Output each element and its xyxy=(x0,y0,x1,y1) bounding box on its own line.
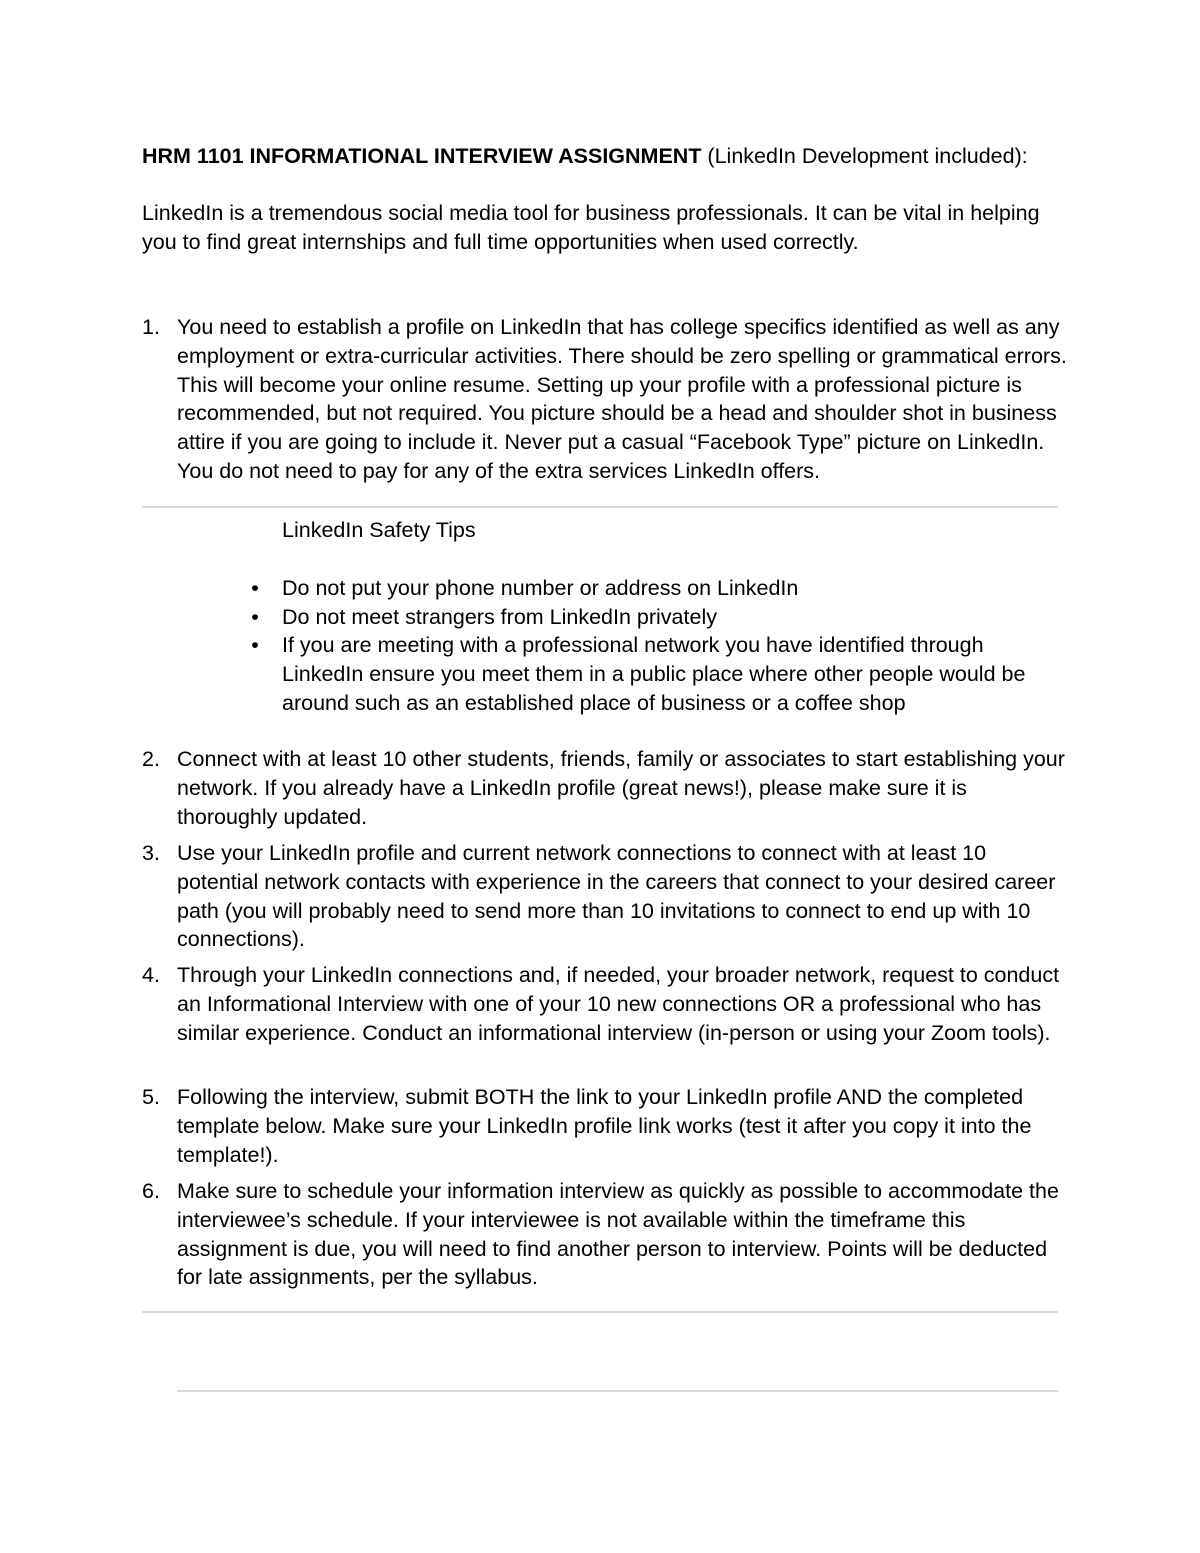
title-bold: HRM 1101 INFORMATIONAL INTERVIEW ASSIGNMENT xyxy=(142,144,702,168)
divider xyxy=(142,506,1058,508)
list-item-6 xyxy=(142,1177,1072,1292)
bullet-icon: • xyxy=(251,575,259,600)
bullet-item xyxy=(248,631,1068,717)
list-item-number: 5. xyxy=(142,1085,160,1109)
title-normal: (LinkedIn Development included): xyxy=(701,144,1028,168)
list-item-number: 1. xyxy=(142,315,160,339)
list-item-2 xyxy=(142,745,1072,831)
list-item-text: Connect with at least 10 other students, friends, family or associates to start establishing your network. If you already have a LinkedIn profile (great news!), please make sure it is thoroughly updated. xyxy=(177,747,1065,829)
list-item-text: Through your LinkedIn connections and, if needed, your broader network, request to conduct an Informational Interview with one of your 10 new connections OR a professional who has similar experience. Conduct an informational interview (in-person or using your Zoom tools). xyxy=(177,963,1060,1045)
safety-tips-section xyxy=(248,516,1068,718)
list-item-3 xyxy=(142,839,1072,954)
list-item-number: 3. xyxy=(142,841,160,865)
list-item-1 xyxy=(142,313,1072,486)
list-item-text: You need to establish a profile on LinkedIn that has college specifics identified as well as any employment or extra-curricular activities. There should be zero spelling or grammatical errors. This will become your online resume. Setting up your profile with a professional picture is recommended, but not required. You picture should be a head and shoulder shot in business attire if you are going to include it. Never put a casual “Facebook Type” picture on LinkedIn. You do not need to pay for any of the extra services LinkedIn offers. xyxy=(177,315,1067,483)
list-item-text: Following the interview, submit BOTH the link to your LinkedIn profile AND the completed template below. Make sure your LinkedIn profile link works (test it after you copy it into the template!). xyxy=(177,1085,1032,1167)
intro-paragraph: LinkedIn is a tremendous social media tool for business professionals. It can be vital in helping you to find great internships and full time opportunities when used correctly. xyxy=(142,201,1040,254)
list-item-number: 4. xyxy=(142,963,160,987)
list-item-text: Make sure to schedule your information interview as quickly as possible to accommodate the interviewee’s schedule. If your interviewee is not available within the timeframe this assignment is due, you will need to find another person to interview. Points will be deducted for late assignments, per the syllabus. xyxy=(177,1179,1059,1290)
page-title xyxy=(142,142,1072,171)
bullet-text: Do not put your phone number or address on LinkedIn xyxy=(282,575,799,600)
bullet-text: If you are meeting with a professional network you have identified through LinkedIn ensure you meet them in a public place where other people would be around such as an established place of business or a coffee shop xyxy=(282,633,1026,715)
list-item-number: 2. xyxy=(142,747,160,771)
bullet-icon: • xyxy=(251,633,259,658)
list-item-number: 6. xyxy=(142,1179,160,1203)
safety-tips-title: LinkedIn Safety Tips xyxy=(282,518,476,542)
list-item-5 xyxy=(142,1083,1072,1169)
bullet-icon: • xyxy=(251,604,259,629)
divider xyxy=(142,1311,1058,1313)
list-item-4 xyxy=(142,961,1072,1047)
bullet-item xyxy=(248,603,1068,632)
divider xyxy=(177,1390,1058,1392)
bullet-text: Do not meet strangers from LinkedIn privately xyxy=(282,604,717,629)
bullet-item xyxy=(248,574,1068,603)
list-item-text: Use your LinkedIn profile and current network connections to connect with at least 10 potential network contacts with experience in the careers that connect to your desired career path (you will probably need to send more than 10 invitations to connect to end up with 10 connections). xyxy=(177,841,1056,952)
